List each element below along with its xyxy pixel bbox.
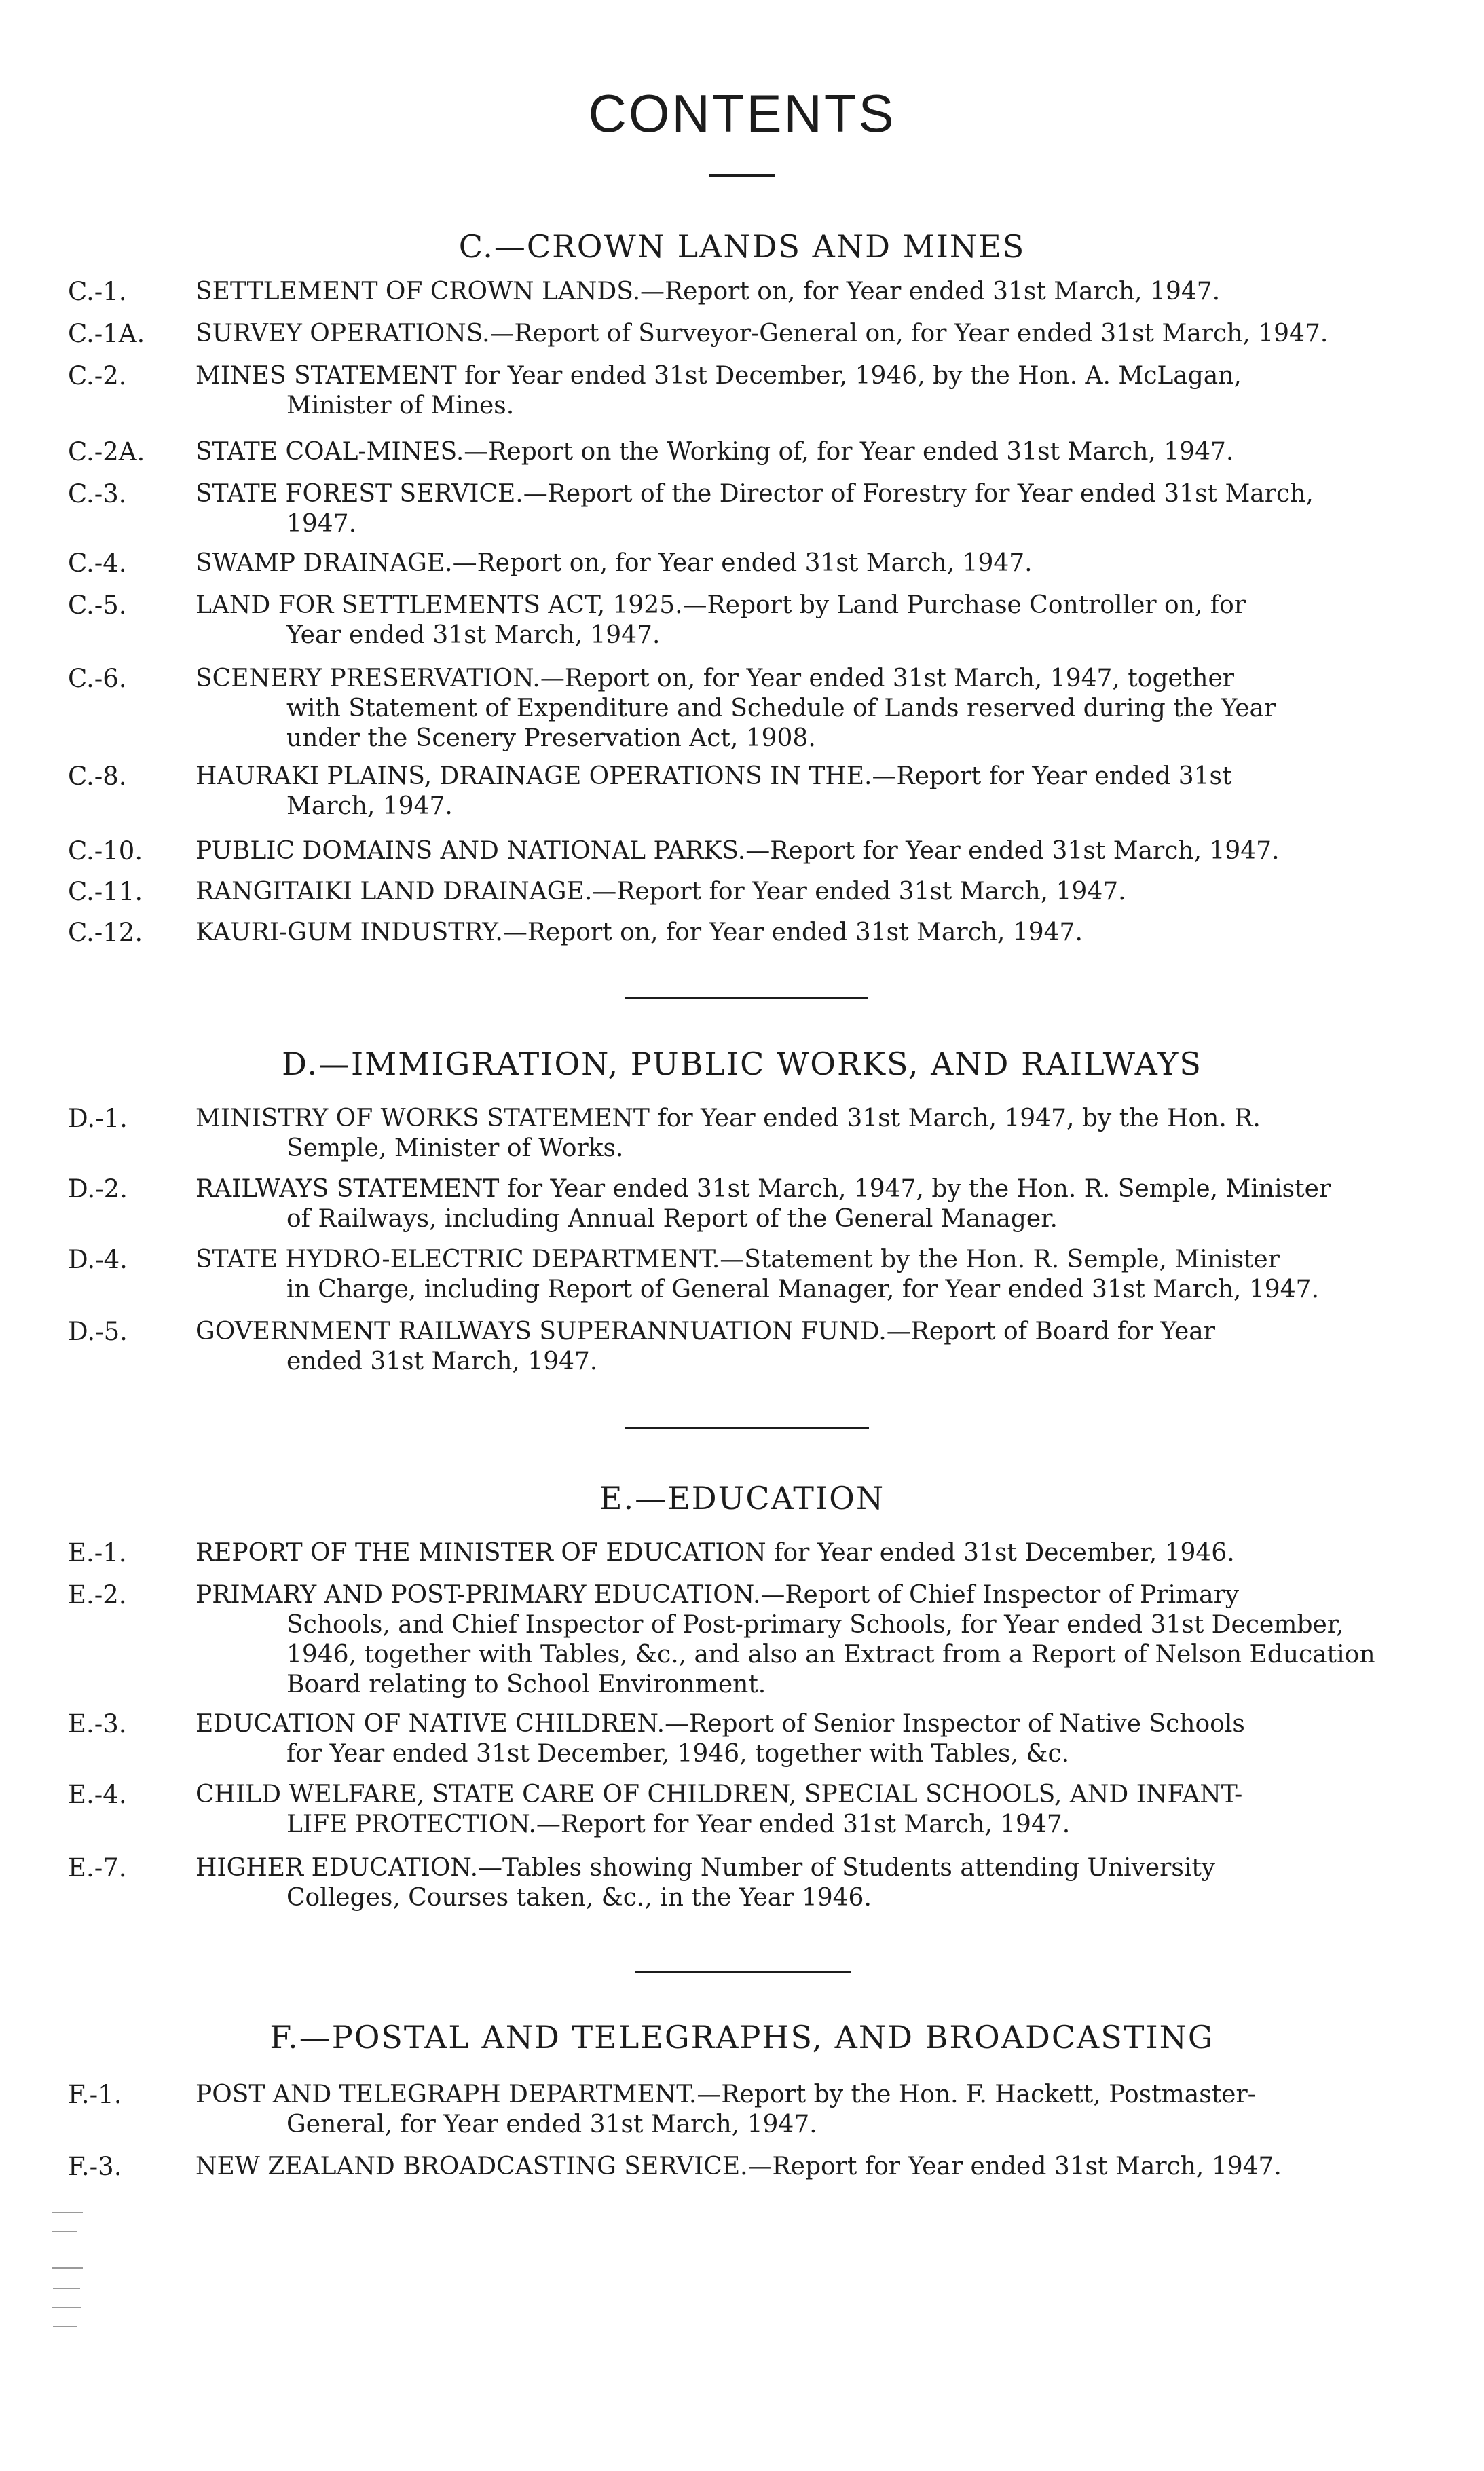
entry-code: D.-5. <box>68 1317 128 1346</box>
entry-line: in Charge, including Report of General Manager, for Year ended 31st March, 1947. <box>286 1276 1319 1303</box>
scan-mark <box>52 2267 83 2269</box>
entry-text <box>196 591 1423 650</box>
entry-line: RANGITAIKI LAND DRAINAGE.—Report for Year ended 31st March, 1947. <box>196 878 1126 906</box>
entry-text <box>196 877 1423 907</box>
entry-code: D.-2. <box>68 1174 128 1204</box>
entry-code: C.-8. <box>68 762 127 791</box>
scan-mark <box>53 2288 80 2289</box>
section-divider <box>625 1427 869 1429</box>
section-heading: D.—IMMIGRATION, PUBLIC WORKS, AND RAILWAYS <box>282 1045 1202 1082</box>
entry-line: with Statement of Expenditure and Schedule of Lands reserved during the Year <box>286 694 1276 722</box>
entry-line: Semple, Minister of Works. <box>286 1134 624 1162</box>
entry-code: C.-2. <box>68 361 127 390</box>
entry-text <box>196 2080 1423 2140</box>
entry-line: ended 31st March, 1947. <box>286 1348 598 1375</box>
entry-text <box>196 664 1423 754</box>
entry-code: C.-5. <box>68 591 127 620</box>
entry-line: RAILWAYS STATEMENT for Year ended 31st March, 1947, by the Hon. R. Semple, Minister <box>196 1175 1331 1203</box>
entry-text <box>196 361 1423 421</box>
entry-line: SETTLEMENT OF CROWN LANDS.—Report on, for Year ended 31st March, 1947. <box>196 278 1221 305</box>
scan-mark <box>53 2326 77 2327</box>
section-heading: C.—CROWN LANDS AND MINES <box>458 228 1026 265</box>
entry-line: March, 1947. <box>286 792 453 820</box>
entry-line: PRIMARY AND POST-PRIMARY EDUCATION.—Report of Chief Inspector of Primary <box>196 1581 1240 1609</box>
entry-line: HIGHER EDUCATION.—Tables showing Number of Students attending University <box>196 1854 1216 1882</box>
entry-text <box>196 549 1423 578</box>
entry-line: GOVERNMENT RAILWAYS SUPERANNUATION FUND.—Report of Board for Year <box>196 1318 1215 1345</box>
entry-text <box>196 836 1423 866</box>
entry-line: of Railways, including Annual Report of the General Manager. <box>286 1205 1058 1233</box>
entry-text <box>196 1245 1423 1305</box>
entry-text <box>196 762 1423 821</box>
title-divider <box>709 174 775 176</box>
entry-line: CHILD WELFARE, STATE CARE OF CHILDREN, SPECIAL SCHOOLS, AND INFANT- <box>196 1781 1243 1808</box>
scan-mark <box>52 2212 83 2213</box>
entry-code: D.-4. <box>68 1245 128 1274</box>
section-heading: F.—POSTAL AND TELEGRAPHS, AND BROADCASTING <box>270 2019 1214 2056</box>
scan-mark <box>52 2307 81 2308</box>
entry-text <box>196 1580 1423 1700</box>
entry-line: LAND FOR SETTLEMENTS ACT, 1925.—Report by Land Purchase Controller on, for <box>196 591 1246 619</box>
entry-line: Colleges, Courses taken, &c., in the Year 1946. <box>286 1884 872 1912</box>
entry-line: 1947. <box>286 510 357 538</box>
entry-line: HAURAKI PLAINS, DRAINAGE OPERATIONS IN THE.—Report for Year ended 31st <box>196 762 1232 790</box>
entry-code: C.-2A. <box>68 437 145 466</box>
scan-mark <box>52 2231 77 2232</box>
entry-text <box>196 1104 1423 1164</box>
entry-line: STATE FOREST SERVICE.—Report of the Director of Forestry for Year ended 31st March, <box>196 480 1314 508</box>
entry-line: Board relating to School Environment. <box>286 1671 766 1698</box>
entry-code: F.-3. <box>68 2152 122 2181</box>
entry-code: C.-3. <box>68 479 127 508</box>
entry-code: E.-4. <box>68 1780 127 1809</box>
entry-line: NEW ZEALAND BROADCASTING SERVICE.—Report for Year ended 31st March, 1947. <box>196 2153 1282 2180</box>
section-divider <box>625 997 868 999</box>
entry-code: F.-1. <box>68 2080 122 2109</box>
entry-code: E.-1. <box>68 1538 127 1567</box>
entry-text <box>196 1174 1423 1234</box>
entry-text <box>196 277 1423 307</box>
entry-text <box>196 1780 1423 1840</box>
entry-code: E.-3. <box>68 1709 127 1739</box>
entry-code: E.-7. <box>68 1853 127 1882</box>
entry-text <box>196 479 1423 539</box>
entry-line: KAURI-GUM INDUSTRY.—Report on, for Year ended 31st March, 1947. <box>196 918 1083 946</box>
entry-code: D.-1. <box>68 1104 128 1133</box>
entry-text <box>196 1538 1423 1568</box>
entry-line: General, for Year ended 31st March, 1947. <box>286 2111 817 2138</box>
entry-line: for Year ended 31st December, 1946, together with Tables, &c. <box>286 1740 1070 1768</box>
entry-line: SWAMP DRAINAGE.—Report on, for Year ended 31st March, 1947. <box>196 549 1033 577</box>
section-heading: E.—EDUCATION <box>599 1480 885 1517</box>
entry-text <box>196 918 1423 948</box>
entry-text <box>196 2152 1423 2182</box>
entry-line: MINISTRY OF WORKS STATEMENT for Year ended 31st March, 1947, by the Hon. R. <box>196 1104 1261 1132</box>
entry-line: REPORT OF THE MINISTER OF EDUCATION for Year ended 31st December, 1946. <box>196 1539 1235 1567</box>
entry-code: E.-2. <box>68 1580 127 1610</box>
entry-line: MINES STATEMENT for Year ended 31st December, 1946, by the Hon. A. McLagan, <box>196 362 1242 390</box>
entry-text <box>196 1709 1423 1769</box>
entry-code: C.-4. <box>68 549 127 578</box>
entry-text <box>196 319 1423 349</box>
entry-code: C.-12. <box>68 918 143 947</box>
entry-text <box>196 1853 1423 1913</box>
entry-line: STATE HYDRO-ELECTRIC DEPARTMENT.—Statement by the Hon. R. Semple, Minister <box>196 1246 1280 1274</box>
entry-line: PUBLIC DOMAINS AND NATIONAL PARKS.—Report for Year ended 31st March, 1947. <box>196 837 1280 865</box>
entry-code: C.-6. <box>68 664 127 693</box>
entry-line: SURVEY OPERATIONS.—Report of Surveyor-General on, for Year ended 31st March, 1947. <box>196 320 1329 348</box>
entry-line: Schools, and Chief Inspector of Post-primary Schools, for Year ended 31st December, <box>286 1611 1344 1639</box>
entry-code: C.-10. <box>68 836 143 866</box>
entry-text <box>196 1317 1423 1377</box>
entry-line: SCENERY PRESERVATION.—Report on, for Year ended 31st March, 1947, together <box>196 665 1234 692</box>
entry-line: EDUCATION OF NATIVE CHILDREN.—Report of Senior Inspector of Native Schools <box>196 1710 1245 1738</box>
entry-line: POST AND TELEGRAPH DEPARTMENT.—Report by the Hon. F. Hackett, Postmaster- <box>196 2081 1256 2108</box>
entry-line: STATE COAL-MINES.—Report on the Working of, for Year ended 31st March, 1947. <box>196 438 1234 466</box>
entry-line: 1946, together with Tables, &c., and also an Extract from a Report of Nelson Education <box>286 1641 1375 1669</box>
entry-line: under the Scenery Preservation Act, 1908. <box>286 724 816 752</box>
entry-text <box>196 437 1423 467</box>
entry-line: Minister of Mines. <box>286 392 515 420</box>
page-title: CONTENTS <box>588 83 896 143</box>
entry-line: LIFE PROTECTION.—Report for Year ended 31st March, 1947. <box>286 1810 1071 1838</box>
entry-code: C.-1. <box>68 277 127 306</box>
entry-line: Year ended 31st March, 1947. <box>286 621 661 649</box>
section-divider <box>635 1971 851 1973</box>
entry-code: C.-11. <box>68 877 143 906</box>
entry-code: C.-1A. <box>68 319 145 348</box>
